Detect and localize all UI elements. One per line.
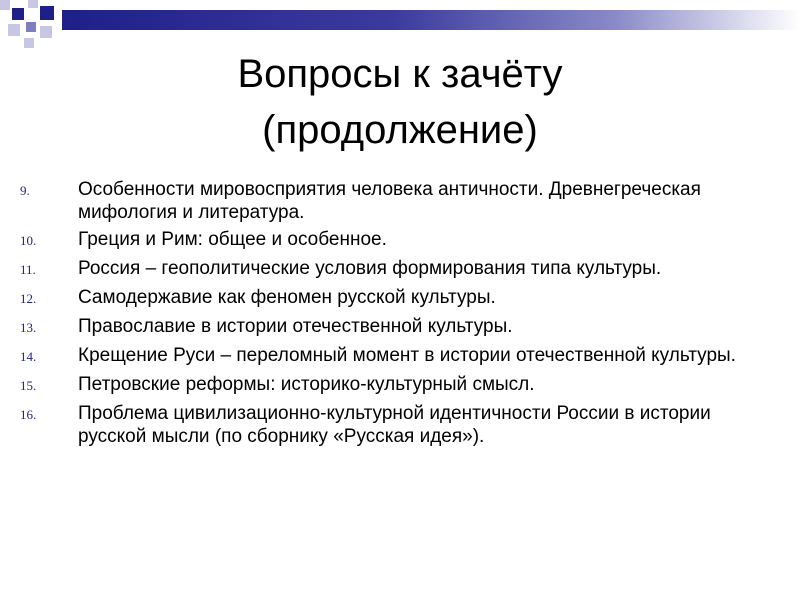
list-item-number: 10. — [20, 233, 37, 248]
slide-subtitle-line: (продолжение) — [262, 108, 538, 152]
header-gradient-bar — [62, 10, 800, 30]
slide-title — [80, 46, 720, 158]
list-item — [20, 286, 780, 311]
list-item-number: 11. — [20, 262, 36, 277]
list-item — [20, 257, 780, 282]
list-item-number: 13. — [20, 320, 37, 335]
list-item-number: 15. — [20, 378, 37, 393]
decor-square — [26, 22, 36, 32]
decor-square — [28, 0, 38, 8]
decor-square — [0, 0, 10, 10]
list-item-number: 9. — [20, 183, 30, 198]
list-item-text: Проблема цивилизационно-культурной идентичности России в истории русской мысли (по сборнику «Русская идея»). — [78, 403, 711, 447]
decor-square — [24, 38, 34, 48]
questions-list — [20, 178, 780, 452]
list-item — [20, 178, 780, 224]
list-item-number: 14. — [20, 349, 37, 364]
list-item-text: Особенности мировосприятия человека античности. Древнегреческая мифология и литература. — [78, 179, 701, 223]
list-item-text: Россия – геополитические условия формирования типа культуры. — [78, 258, 662, 279]
list-item-number: 16. — [20, 407, 37, 422]
list-item-text: Петровские реформы: историко-культурный смысл. — [78, 374, 535, 395]
decor-square — [40, 26, 52, 38]
list-item — [20, 344, 780, 369]
decor-square — [40, 6, 54, 20]
list-item-text: Православие в истории отечественной культуры. — [78, 316, 513, 337]
slide-title-line: Вопросы к зачёту — [237, 52, 563, 96]
list-item-text: Крещение Руси – переломный момент в истории отечественной культуры. — [78, 345, 736, 366]
decor-square — [12, 8, 24, 20]
list-item — [20, 228, 780, 253]
list-item-text: Греция и Рим: общее и особенное. — [78, 229, 387, 250]
list-item — [20, 315, 780, 340]
list-item-text: Самодержавие как феномен русской культуры. — [78, 287, 496, 308]
list-item — [20, 373, 780, 398]
decor-square — [8, 24, 20, 36]
list-item — [20, 402, 780, 448]
list-item-number: 12. — [20, 291, 37, 306]
